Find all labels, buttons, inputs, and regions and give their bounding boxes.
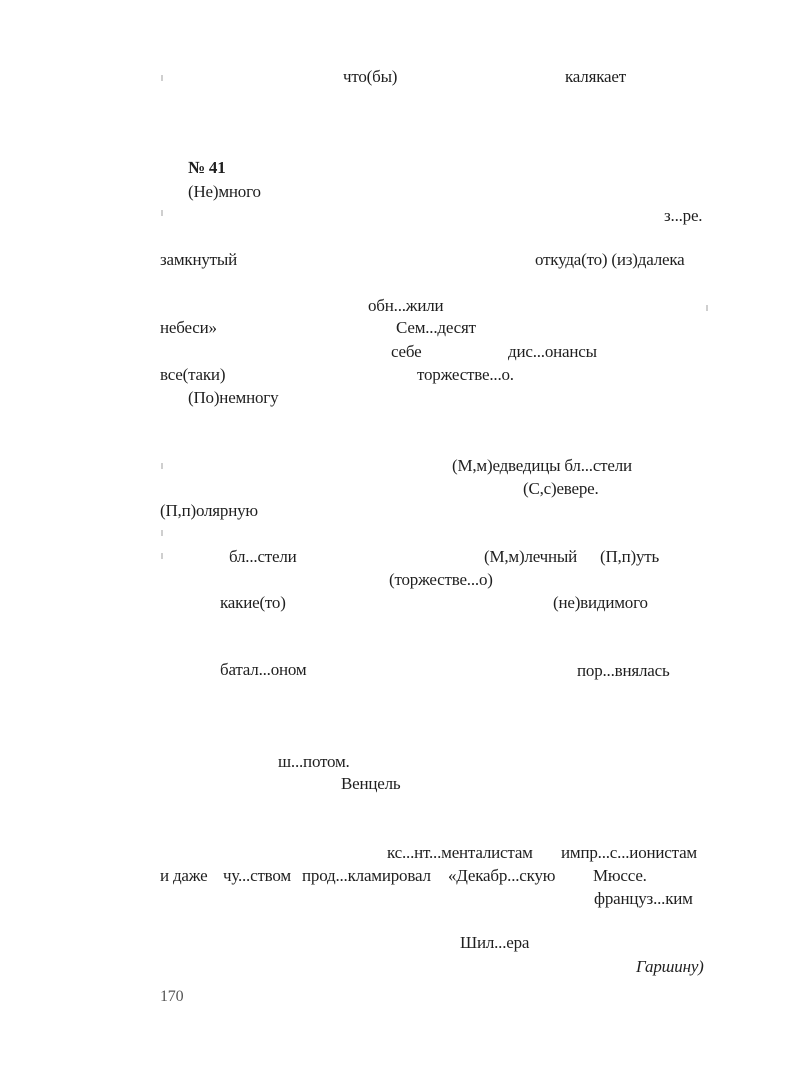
word-kakie-to: какие(то) (220, 593, 286, 612)
word-nebesi: небеси» (160, 318, 217, 337)
word-mlechnyi: (М,м)лечный (484, 547, 578, 566)
word-porovnyalas: пор...внялась (577, 661, 670, 680)
word-severe: (С,с)евере. (523, 479, 599, 498)
word-polyarnuyu: (П,п)олярную (160, 501, 258, 520)
word-torzhestvenno-1: торжестве...о. (417, 365, 514, 384)
word-nevidimogo: (не)видимого (553, 593, 648, 612)
word-put: (П,п)уть (600, 547, 660, 566)
word-kalyakaet: калякает (565, 67, 626, 86)
word-medveditsy-blesteli: (М,м)едведицы бл...стели (452, 456, 632, 475)
word-vse-taki: все(таки) (160, 365, 226, 384)
exercise-heading: № 41 (188, 158, 226, 177)
word-semdesyat: Сем...десят (396, 318, 476, 337)
word-myusse: Мюссе. (593, 866, 647, 885)
word-ponemnogu: (По)немногу (188, 388, 279, 407)
word-batalonom: батал...оном (220, 660, 307, 679)
word-dissonansy: дис...онансы (508, 342, 597, 361)
scan-artifact (161, 210, 163, 216)
scan-artifact (706, 305, 708, 311)
word-chtoby: что(бы) (343, 67, 398, 86)
word-otkuda-izdaleka: откуда(то) (из)далека (535, 250, 685, 269)
word-torzhestvenno-2: (торжестве...о) (389, 570, 493, 589)
word-blesteli: бл...стели (229, 547, 297, 566)
word-obnazhili: обн...жили (368, 296, 444, 315)
word-dekabrskuyu: «Декабр...скую (448, 866, 556, 885)
word-chuvstvom: чу...ством (223, 866, 291, 885)
scan-artifact (161, 75, 163, 81)
scan-artifact (161, 530, 163, 536)
word-nemnogo: (Не)много (188, 182, 261, 201)
word-zare: з...ре. (664, 206, 703, 225)
word-i-dazhe: и даже (160, 866, 208, 885)
word-ventsel: Венцель (341, 774, 401, 793)
word-zamknutyi: замкнутый (160, 250, 238, 269)
word-shepotom: ш...потом. (278, 752, 350, 771)
word-frantsuzskim: француз...ким (594, 889, 693, 908)
word-garshinu: Гаршину) (636, 957, 704, 976)
word-prodeklamiroval: прод...кламировал (302, 866, 431, 885)
word-sebe: себе (391, 342, 422, 361)
word-shillera: Шил...ера (460, 933, 530, 952)
word-impressionistam: импр...с...ионистам (561, 843, 697, 862)
scan-artifact (161, 463, 163, 469)
word-sentimentalistam: кс...нт...менталистам (387, 843, 533, 862)
scan-artifact (161, 553, 163, 559)
page-number: 170 (160, 988, 184, 1005)
